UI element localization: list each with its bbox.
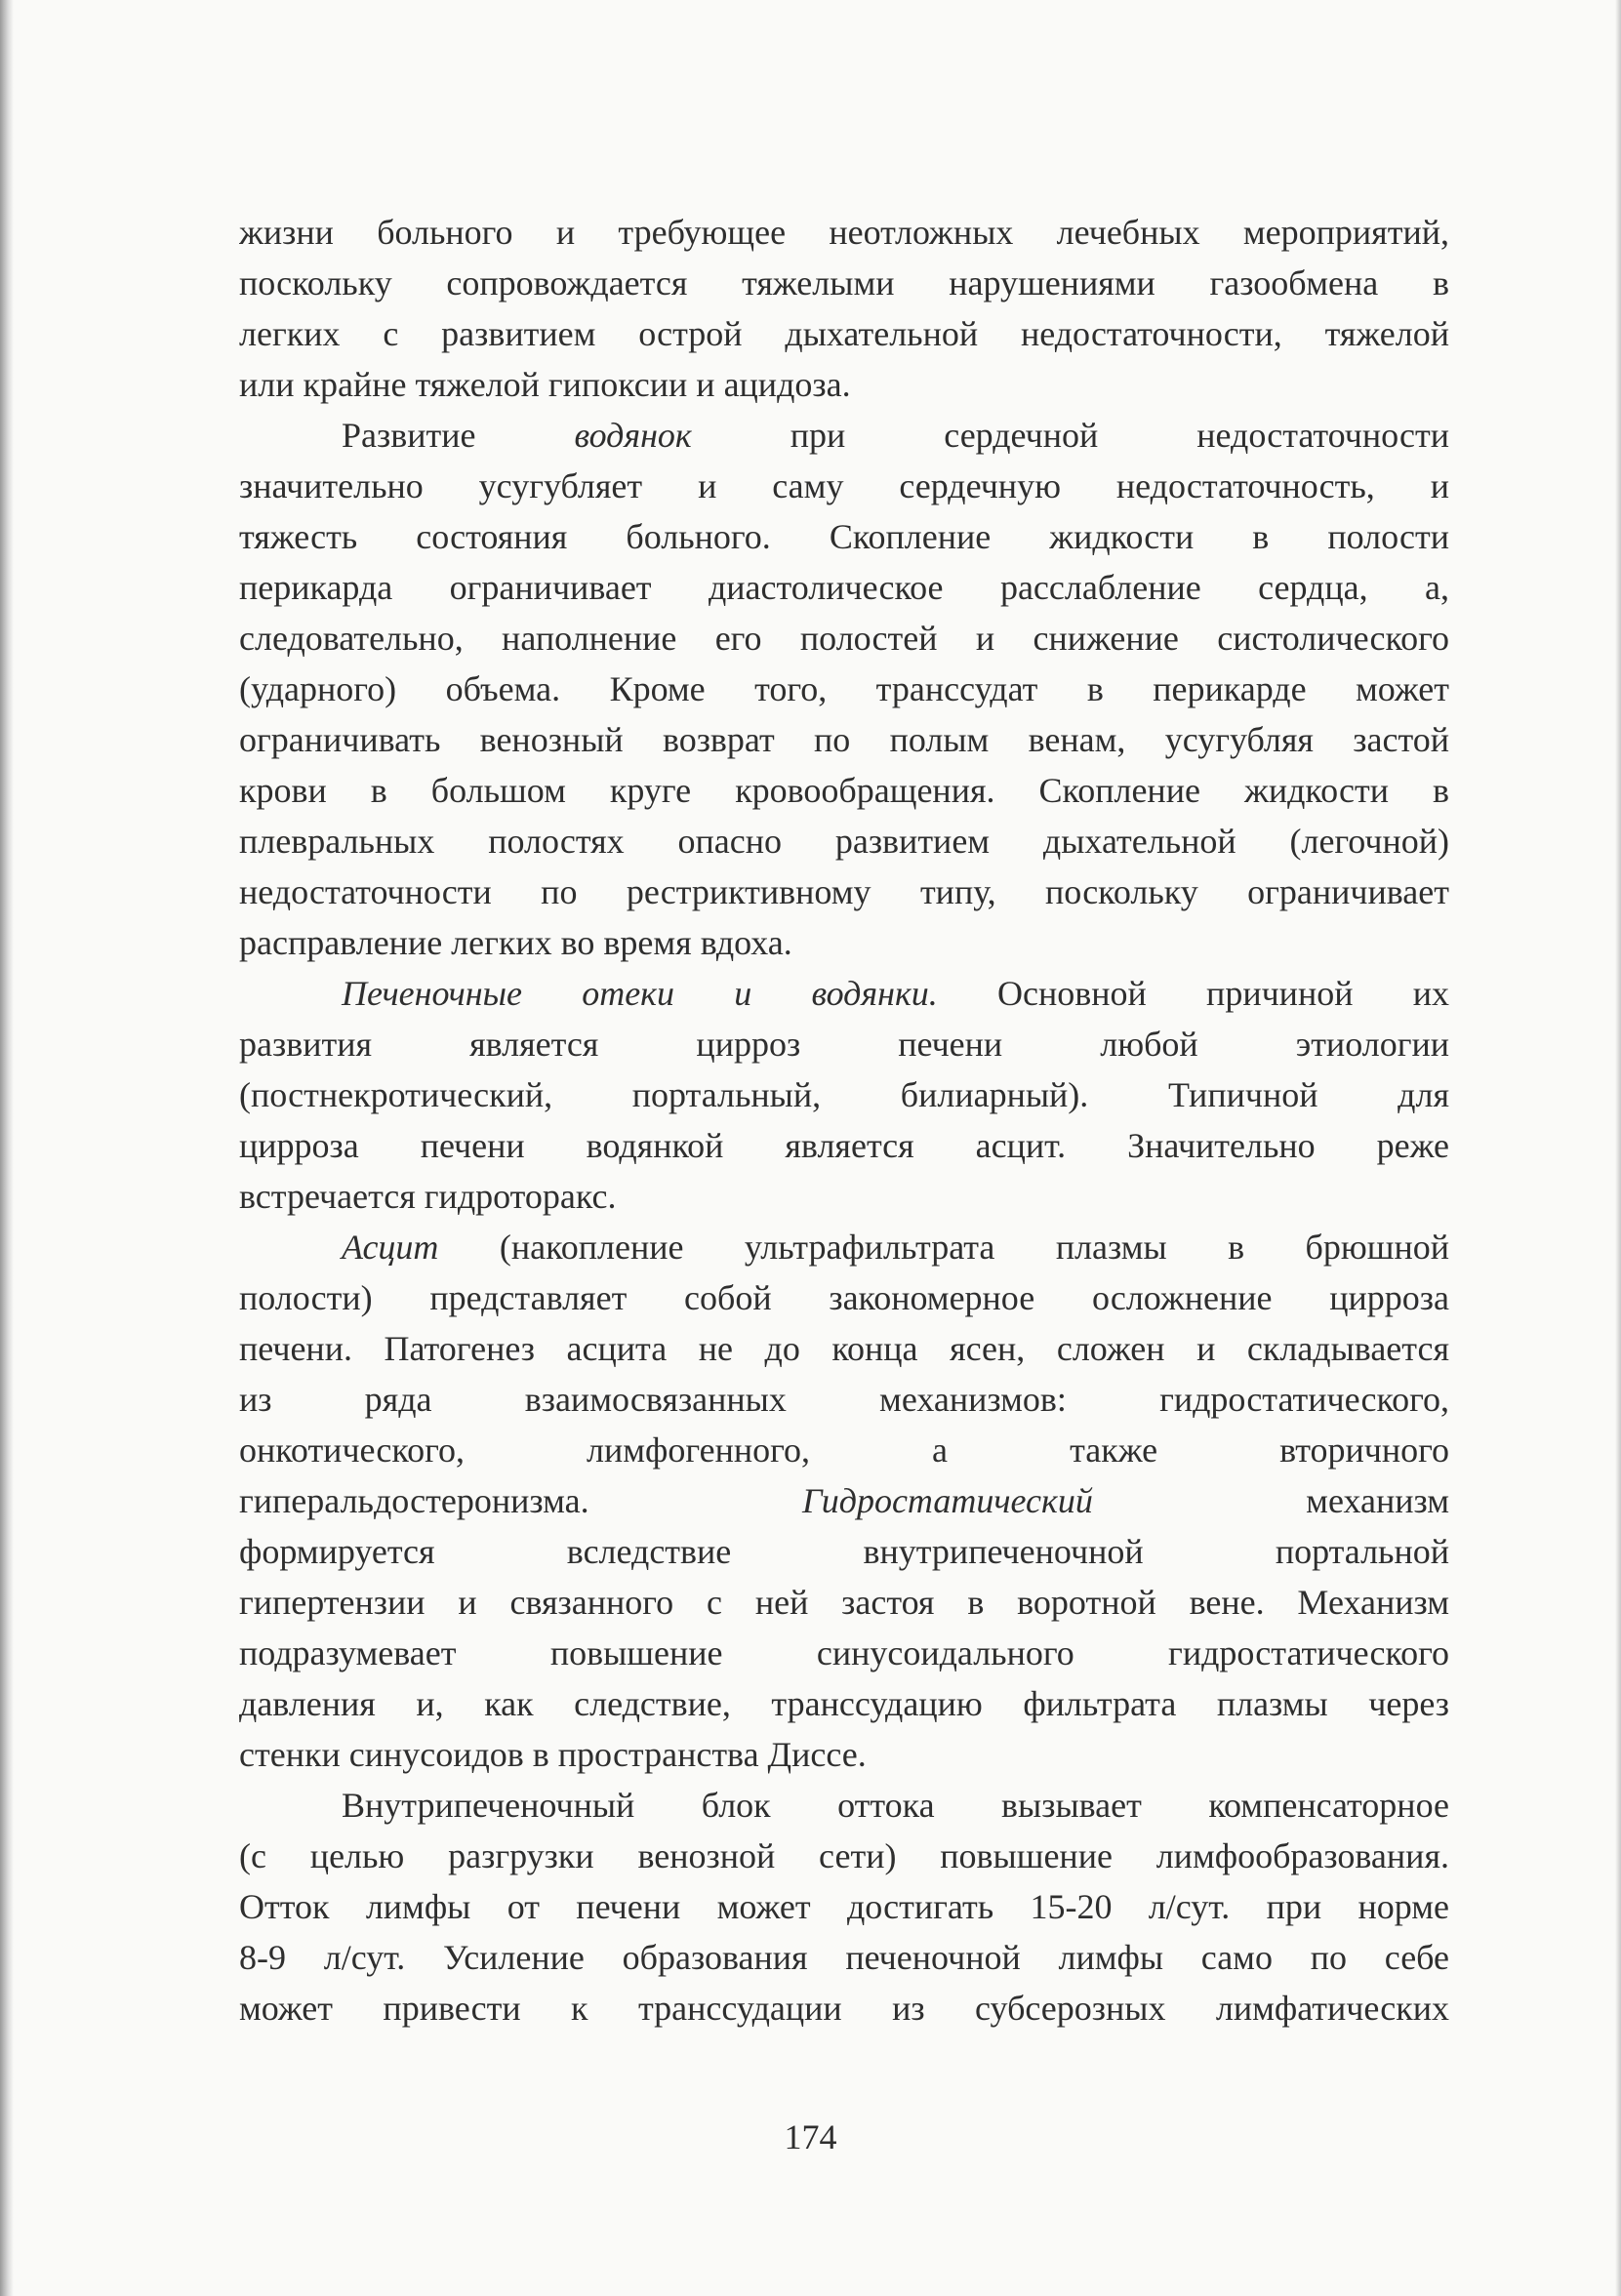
- scan-right-edge-shadow: [1615, 0, 1621, 2296]
- text-run: Основной причиной их: [937, 974, 1449, 1013]
- text-run: встречается гидроторакс.: [239, 1177, 617, 1216]
- text-run: формируется вследствие внутрипеченочной портальной: [239, 1532, 1449, 1571]
- page-body-text: [239, 207, 1449, 2034]
- text-run: печени. Патогенез асцита не до конца ясен, сложен и складывается: [239, 1329, 1449, 1368]
- text-line: [239, 714, 1449, 765]
- page-number: 174: [784, 2117, 837, 2156]
- text-run: поскольку сопровождается тяжелыми нарушениями газообмена в: [239, 263, 1449, 302]
- text-run: (ударного) объема. Кроме того, транссудат в перикарде может: [239, 669, 1449, 708]
- text-line: [239, 664, 1449, 714]
- text-line: [239, 410, 1449, 461]
- italic-term: водянок: [574, 416, 692, 455]
- italic-term: Печеночные отеки и водянки.: [342, 974, 938, 1013]
- text-line: [239, 1831, 1449, 1881]
- text-line: [239, 1171, 1449, 1222]
- paragraph: [239, 968, 1449, 1222]
- text-line: [239, 968, 1449, 1019]
- text-line: [239, 207, 1449, 258]
- italic-term: Гидростатический: [801, 1481, 1093, 1520]
- text-run: гиперальдостеронизма.: [239, 1481, 802, 1520]
- text-run: значительно усугубляет и саму сердечную недостаточность, и: [239, 466, 1449, 505]
- text-line: [239, 1983, 1449, 2034]
- text-line: [239, 1628, 1449, 1678]
- text-run: перикарда ограничивает диастолическое расслабление сердца, а,: [239, 568, 1449, 607]
- text-run: или крайне тяжелой гипоксии и ацидоза.: [239, 365, 851, 404]
- text-run: (накопление ультрафильтрата плазмы в брюшной: [438, 1228, 1449, 1267]
- text-run: недостаточности по рестриктивному типу, поскольку ограничивает: [239, 872, 1449, 911]
- text-run: Внутрипеченочный блок оттока вызывает компенсаторное: [342, 1786, 1449, 1825]
- text-line: [239, 1526, 1449, 1577]
- text-line: [239, 1577, 1449, 1628]
- text-run: цирроза печени водянкой является асцит. Значительно реже: [239, 1126, 1449, 1165]
- text-line: [239, 816, 1449, 866]
- text-line: [239, 1323, 1449, 1374]
- text-line: [239, 1272, 1449, 1323]
- text-line: [239, 1425, 1449, 1475]
- text-run: (с целью разгрузки венозной сети) повышение лимфообразования.: [239, 1836, 1449, 1875]
- text-run: давления и, как следствие, транссудацию фильтрата плазмы через: [239, 1684, 1449, 1723]
- text-line: [239, 1932, 1449, 1983]
- text-run: жизни больного и требующее неотложных лечебных мероприятий,: [239, 213, 1449, 252]
- text-run: механизм: [1092, 1481, 1449, 1520]
- text-run: развития является цирроз печени любой этиологии: [239, 1025, 1449, 1064]
- text-line: [239, 1475, 1449, 1526]
- text-line: [239, 1222, 1449, 1272]
- paragraph: [239, 410, 1449, 968]
- text-line: [239, 359, 1449, 410]
- text-line: [239, 917, 1449, 968]
- text-run: подразумевает повышение синусоидального гидростатического: [239, 1633, 1449, 1672]
- text-run: при сердечной недостаточности: [691, 416, 1449, 455]
- text-run: ограничивать венозный возврат по полым венам, усугубляя застой: [239, 720, 1449, 759]
- text-run: стенки синусоидов в пространства Диссе.: [239, 1735, 867, 1774]
- text-line: [239, 562, 1449, 613]
- text-line: [239, 511, 1449, 562]
- text-run: (постнекротический, портальный, билиарный). Типичной для: [239, 1075, 1449, 1114]
- text-run: из ряда взаимосвязанных механизмов: гидростатического,: [239, 1380, 1449, 1419]
- text-run: Отток лимфы от печени может достигать 15-20 л/сут. при норме: [239, 1887, 1449, 1926]
- text-line: [239, 461, 1449, 511]
- text-line: [239, 1729, 1449, 1780]
- text-line: [239, 1120, 1449, 1171]
- text-line: [239, 1374, 1449, 1425]
- text-line: [239, 1881, 1449, 1932]
- text-line: [239, 765, 1449, 816]
- text-line: [239, 308, 1449, 359]
- text-run: Развитие: [342, 416, 575, 455]
- text-run: 8-9 л/сут. Усиление образования печеночной лимфы само по себе: [239, 1938, 1449, 1977]
- paragraph: [239, 1780, 1449, 2034]
- text-line: [239, 613, 1449, 664]
- text-run: тяжесть состояния больного. Скопление жидкости в полости: [239, 517, 1449, 556]
- scan-left-edge-shadow: [0, 0, 14, 2296]
- text-run: легких с развитием острой дыхательной недостаточности, тяжелой: [239, 314, 1449, 353]
- text-run: расправление легких во время вдоха.: [239, 923, 792, 962]
- text-run: полости) представляет собой закономерное осложнение цирроза: [239, 1278, 1449, 1317]
- text-line: [239, 1069, 1449, 1120]
- text-line: [239, 1780, 1449, 1831]
- text-run: следовательно, наполнение его полостей и снижение систолического: [239, 619, 1449, 658]
- text-run: может привести к транссудации из субсерозных лимфатических: [239, 1989, 1449, 2028]
- italic-term: Асцит: [342, 1228, 439, 1267]
- text-line: [239, 1019, 1449, 1069]
- text-line: [239, 258, 1449, 308]
- text-run: крови в большом круге кровообращения. Скопление жидкости в: [239, 771, 1449, 810]
- text-line: [239, 1678, 1449, 1729]
- text-run: онкотического, лимфогенного, а также вторичного: [239, 1430, 1449, 1470]
- paragraph: [239, 1222, 1449, 1780]
- text-run: плевральных полостях опасно развитием дыхательной (легочной): [239, 822, 1449, 861]
- text-run: гипертензии и связанного с ней застоя в воротной вене. Механизм: [239, 1583, 1449, 1622]
- paragraph: [239, 207, 1449, 410]
- text-line: [239, 866, 1449, 917]
